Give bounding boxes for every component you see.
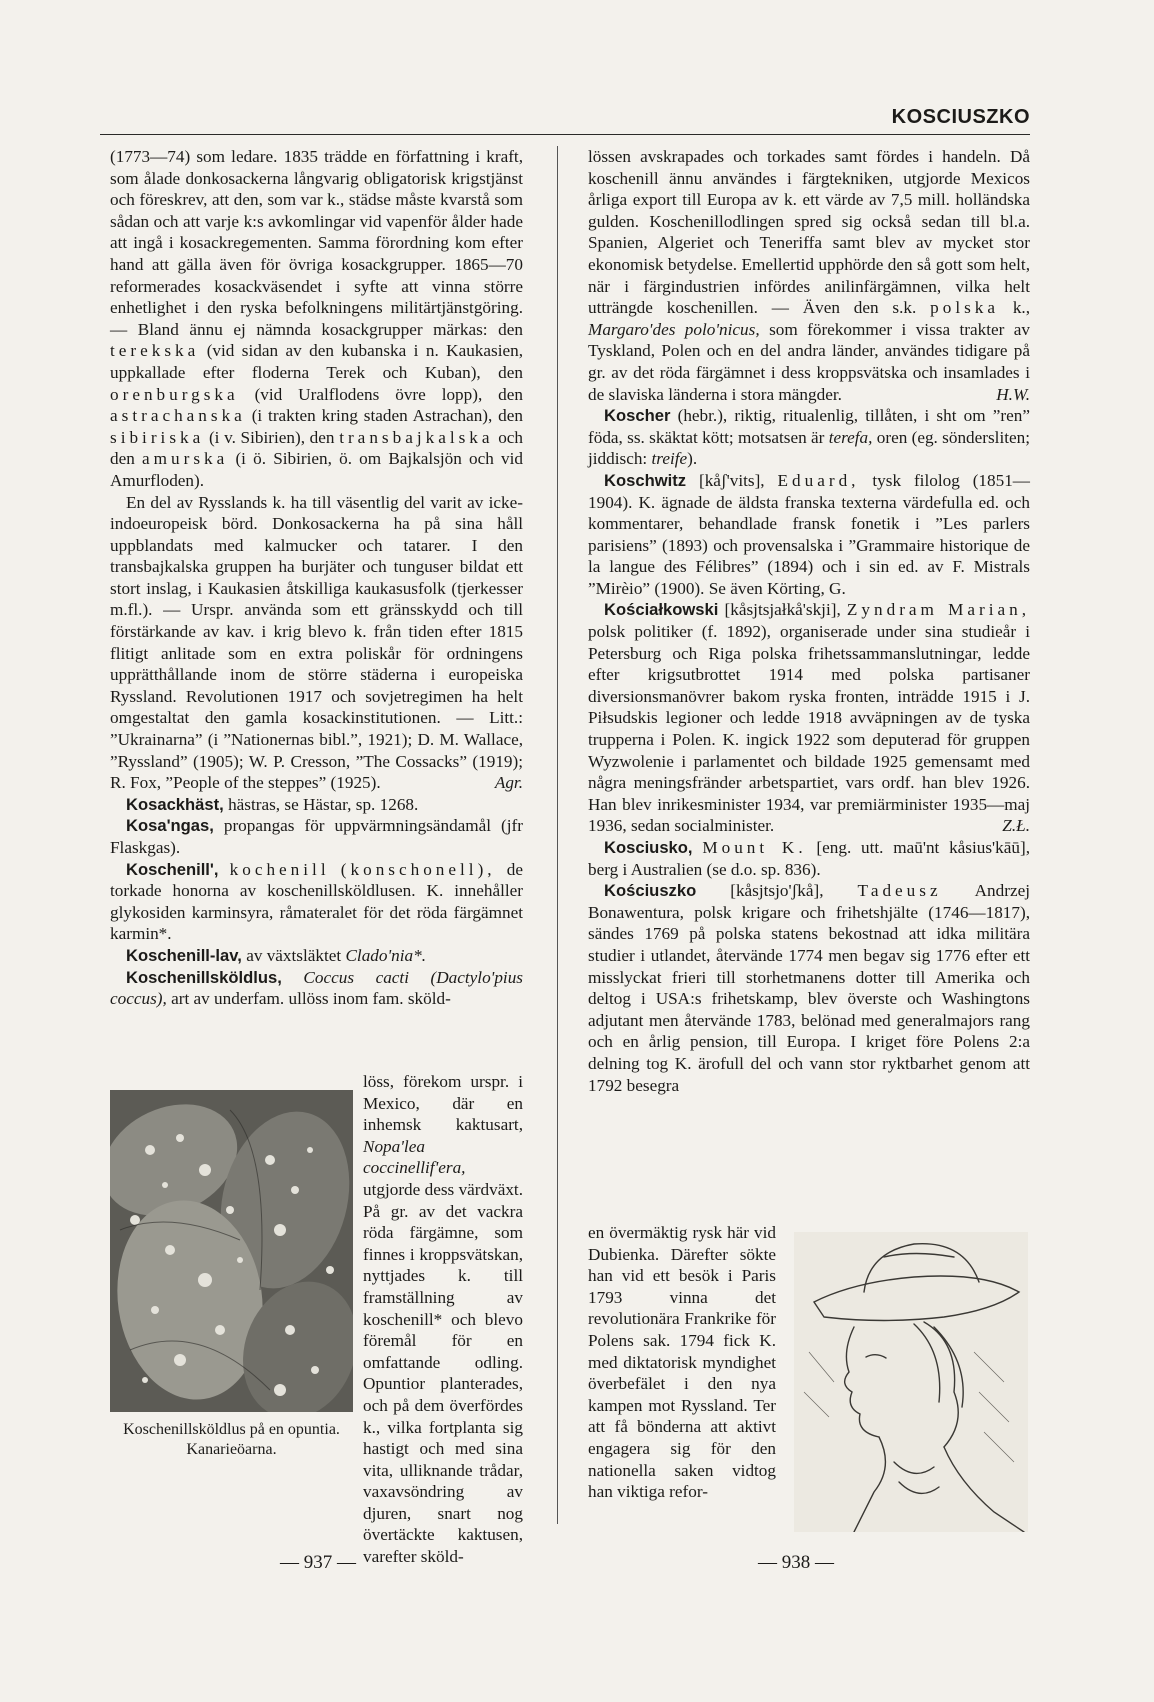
page-number-left: — 937 — bbox=[280, 1552, 356, 1573]
entry-kosciuszko: Kościuszko [kåsjtsjo'ʃkå], Tadeusz Andrzej Bonawentura, polsk krigare och frihetshjälte (1746—1817), sändes 1769 på polska statens bekostnad att idka militära studier i utlandet, återvände 1774 men begav sig 1776 efter ett misslyckat frieri till storhetmanens dotter till Amerika och deltog i USA:s frihetskamp, blev överste och Washingtons adjutant men återvände 1783, belönad med generalmajors rang och en årlig pension, till Europa. I kriget före Polens 2:a delning tog K. ärofull del och vann stor ryktbarhet genom att 1792 besegra bbox=[588, 881, 1030, 1095]
entry-koschwitz: Koschwitz [kåʃ'vits], Eduard, tysk filolog (1851—1904). K. ägnade de äldsta franska texterna värdefulla ed. och kommentarer, behandlade fransk fonetik i ”Les parlers parisiens” (1893) och provensalska i ”Grammaire historique de la langue des Félibres” (1894) och i sin ed. av F. Mistrals ”Mirèio” (1900). Se även Körting, G. bbox=[588, 470, 1030, 598]
entry-kosackhast: Kosackhäst, hästras, se Hästar, sp. 1268. bbox=[126, 794, 419, 814]
cochineal-figure bbox=[110, 1090, 353, 1460]
headword: Kościuszko bbox=[604, 881, 697, 901]
entry-koscher: Koscher (hebr.), riktig, ritualenlig, tillåten, i sht om ”ren” föda, ss. skäktat kött; motsatsen är terefa, oren (eg. söndersliten; jiddisch: treife). bbox=[588, 406, 1031, 469]
header-rule bbox=[100, 134, 1030, 135]
headword: Kosciusko, bbox=[604, 838, 693, 857]
portrait-sketch-image bbox=[794, 1232, 1028, 1532]
entry-kosangas: Kosa'ngas, propangas för uppvärmningsändamål (jfr Flaskgas). bbox=[110, 816, 523, 857]
entry-koschenill-lav: Koschenill-lav, av växtsläktet Clado'nia*. bbox=[126, 945, 427, 965]
headword: Kosackhäst, bbox=[126, 794, 224, 814]
author-signature: Agr. bbox=[494, 773, 523, 793]
entry-kosciusko: Kosciusko, Mount K. [eng. utt. maū'nt kåsius'kāū], berg i Australien (se d.o. sp. 836). bbox=[588, 838, 1030, 879]
headword: Kosa'ngas, bbox=[126, 816, 214, 836]
figure-caption: Koschenillsköldlus på en opuntia. Kanarieöarna. bbox=[123, 1421, 340, 1458]
entry-koschenill: Koschenill', kochenill (konschonell), de torkade honorna av koschenillsköldlusen. K. innehåller glykosiden karminsyra, råmateralet för det röda färgämnet karmin*. bbox=[110, 859, 523, 944]
cochineal-photo bbox=[110, 1090, 353, 1412]
headword: Koschenill', bbox=[126, 859, 219, 879]
running-header: KOSCIUSZKO bbox=[891, 106, 1030, 128]
headword: Koscher bbox=[604, 406, 671, 426]
paragraph-koschenill-continued: lössen avskrapades och torkades samt fördes i handeln. Då koschenill ännu användes i färgtekniken, utgjorde Mexicos årliga export till Europa av k. ett värde av 7,5 mill. holländska gulden. Koschenillodlingen spred sig också sedan till bl.a. Spanien, Algeriet och Teneriffa samt blev av mycket stor ekonomisk betydelse. Emellertid upphörde den så gott som helt, när i färgindustrien infördes anilinfärgämnen, vilka helt utträngde koschenillen. — Även den s.k. polska k., Margaro'des polo'nicus, som förekommer i vissa trakter av Tyskland, Polen och en del andra länder, användes tidigare på gr. av det röda färgämnet i dess kroppsvätska och insamlades i de slaviska länderna i stora mängder. H.W. bbox=[588, 147, 1031, 404]
left-column bbox=[110, 146, 523, 1010]
paragraph-kosacker-continued: (1773—74) som ledare. 1835 trädde en författning i kraft, som ålade donkosackerna långvarig obligatorisk krigstjänst och föreskrev, att den, som var k., städse måste kvarstå som sådan och att varje k:s avkomlingar vid vapenför ålder hade att ingå i kosackregementen. Samma förordning kom efter hand att gälla även för övriga kosackgrupper. 1865—70 reformerades kosackväsendet i syfte att vinna större enhetlighet i den ryska befolkningens militärtjänstgöring. — Bland ännu ej nämnda kosackgrupper märkas: den terekska (vid sidan av den kubanska i n. Kaukasien, uppkallade efter floderna Terek och Kuban), den orenburgska (vid Uralflodens övre lopp), den astrachanska (i trakten kring staden Astrachan), den sibiriska (i v. Sibirien), den transbajkalska och den amurska (i ö. Sibirien, ö. om Bajkalsjön och vid Amurfloden). bbox=[110, 147, 524, 490]
author-signature: H.W. bbox=[996, 384, 1030, 404]
entry-koscialkowski: Kościałkowski [kåsjtsjałkå'skji], Zyndram Marian, polsk politiker (f. 1892), organiserade under sina studieår i Petersburg och Riga polska frihetssammanslutningar, ledde efter krigsutbrottet 1914 med polska partisaner diversionsmanövrer bakom ryska fronten, inträdde 1915 i J. Piłsudskis legioner och ledde 1918 avväpningen av de tyska trupperna i Polen. K. ingick 1922 som deputerad för gruppen Wyzwolenie i parlamentet och bildade 1925 gemensamt med några meningsfränder arbetspartiet, vars ordf. han blev 1926. Han blev inrikesminister 1934, var premiärminister 1935—maj 1936, sedan socialminister. Z.Ł. bbox=[588, 600, 1031, 836]
headword: Kościałkowski bbox=[604, 600, 719, 620]
page-number-right: — 938 — bbox=[758, 1552, 834, 1573]
author-signature: Z.Ł. bbox=[1002, 816, 1030, 836]
right-column bbox=[588, 146, 1030, 1096]
paragraph-kosacker-origin: En del av Rysslands k. ha till väsentlig del varit av icke-indoeuropeisk börd. Donkosackerna ha på sina håll uppblandats med kalmucker och tatarer. I den transbajkalska gruppen ha burjäter och tunguser bildat ett stort inslag, i Kaukasien åtskilliga kaukasusfolk (tjerkesser m.fl.). — Urspr. använda som ett gränsskydd och till förstärkande av kav. i krig blevo k. från tiden efter 1815 flitigt anlitade som en extra poliskår för ordningens upprätthållande inom de större städerna i europeiska Ryssland. Revolutionen 1917 och sovjetregimen ha helt omgestaltat den gamla kosackinstitutionen. — Litt.: ”Ukrainarna” (i ”Nationernas bibl.”, 1921); D. M. Wallace, ”Ryssland” (1905); W. P. Cresson, ”The Cossacks” (1919); R. Fox, ”People of the steppes” (1925). Agr. bbox=[110, 492, 523, 793]
kosciuszko-portrait bbox=[794, 1232, 1028, 1532]
entry-koschenillskoldlus: Koschenillsköldlus, Coccus cacti (Dactylo'pius coccus), art av underfam. ullöss inom fam. sköld- bbox=[110, 967, 523, 1009]
cactus-cochineal-image bbox=[110, 1090, 353, 1412]
column-divider bbox=[557, 146, 558, 1524]
kosciuszko-continued: en övermäktig rysk här vid Dubienka. Därefter sökte han vid ett besök i Paris 1793 vinna det revolutionära Frankrike för Polens sak. 1794 fick K. med diktatorisk myndighet överbefälet i den nya kampen mot Ryssland. Ter att få bönderna att aktivt engagera sig för den nationella saken vidtog han viktiga refor- bbox=[588, 1223, 776, 1502]
koschenillskoldlus-continued: löss, förekom urspr. i Mexico, där en inhemsk kaktusart, Nopa'lea coccinellif'era, utgjorde dess värdväxt. På gr. av det vackra röda färgämne, som finnes i kroppsvätskan, nyttjades k. till framställning av koschenill* och blevo föremål för en omfattande odling. Opuntior planterades, och på dem överfördes k., vilka fortplanta sig hastigt och med sina vita, ulliknande trådar, vaxavsöndring av djuren, snart nog övertäckte kaktusen, varefter sköld- bbox=[363, 1072, 523, 1567]
headword: Koschenillsköldlus, bbox=[126, 967, 282, 987]
headword: Koschenill-lav, bbox=[126, 945, 242, 965]
headword: Koschwitz bbox=[604, 470, 687, 490]
